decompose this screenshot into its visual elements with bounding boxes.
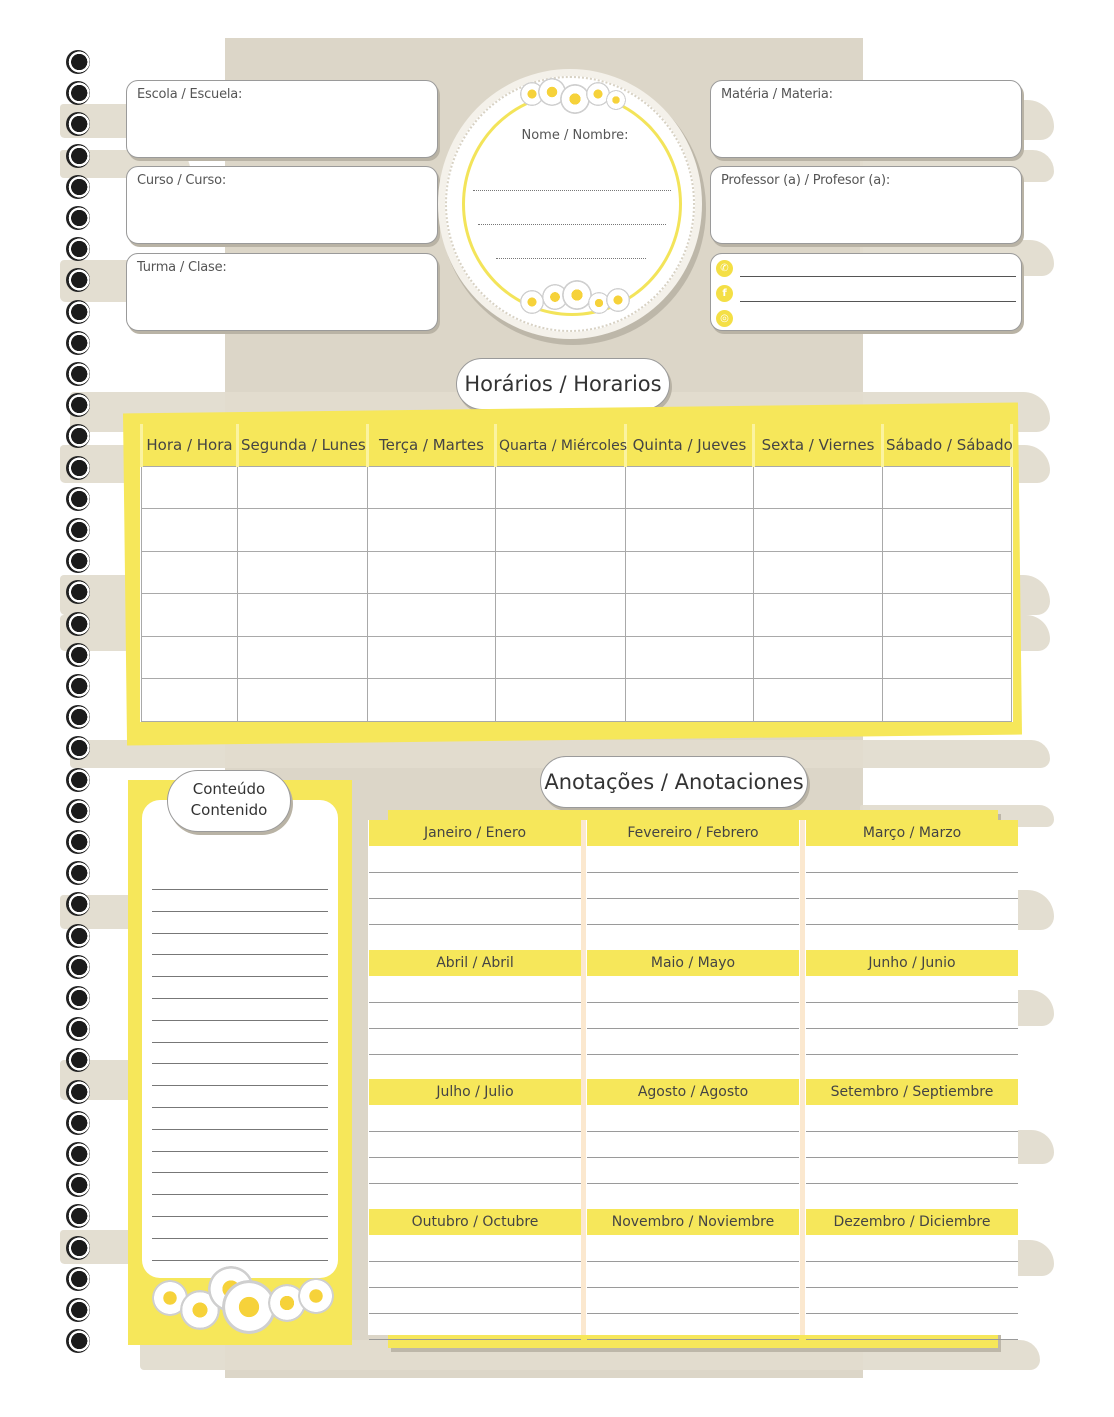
spiral-binding: [66, 50, 96, 1380]
name-line[interactable]: [473, 190, 671, 191]
binding-ring: [66, 331, 90, 355]
schedule-row: [142, 594, 1012, 637]
month-label: Abril / Abril: [369, 950, 581, 976]
content-title: [167, 770, 291, 832]
binding-ring: [66, 1111, 90, 1135]
schedule-row: [142, 509, 1012, 552]
month-line[interactable]: [369, 1157, 581, 1158]
month-line[interactable]: [369, 1287, 581, 1288]
binding-ring: [66, 1267, 90, 1291]
instagram-icon: ◎: [716, 310, 733, 327]
schedule-row: [142, 551, 1012, 594]
name-line[interactable]: [496, 258, 646, 259]
schedule-cell[interactable]: [754, 509, 883, 552]
month-block: [369, 1079, 581, 1205]
teacher-field[interactable]: [710, 166, 1022, 244]
month-line[interactable]: [587, 1002, 799, 1003]
daisy-icon: [298, 1278, 334, 1314]
binding-ring: [66, 674, 90, 698]
schedule-cell[interactable]: [238, 509, 368, 552]
month-line[interactable]: [806, 1313, 1018, 1314]
binding-ring: [66, 518, 90, 542]
month-line[interactable]: [587, 1183, 799, 1184]
month-block: [806, 1209, 1018, 1335]
schedule-cell[interactable]: [238, 679, 368, 722]
column-divider: [581, 820, 586, 1335]
content-line[interactable]: [152, 976, 328, 977]
month-label: Julho / Julio: [369, 1079, 581, 1105]
daisy-icon: [606, 90, 626, 110]
schedule-cell[interactable]: [368, 594, 496, 637]
content-line[interactable]: [152, 1194, 328, 1195]
schedule-cell[interactable]: [626, 466, 754, 509]
month-line[interactable]: [806, 924, 1018, 925]
month-line[interactable]: [587, 1261, 799, 1262]
schedule-col-terca: [368, 424, 496, 466]
month-line[interactable]: [369, 1313, 581, 1314]
schedule-cell[interactable]: [142, 679, 238, 722]
whatsapp-icon: ✆: [716, 260, 733, 277]
month-label: Fevereiro / Febrero: [587, 820, 799, 846]
binding-ring: [66, 1017, 90, 1041]
month-block: [369, 1209, 581, 1335]
schedule-row: [142, 466, 1012, 509]
month-label: Agosto / Agosto: [587, 1079, 799, 1105]
schedule-title: [456, 358, 670, 410]
binding-ring: [66, 268, 90, 292]
schedule-cell[interactable]: [368, 551, 496, 594]
schedule-cell[interactable]: [142, 509, 238, 552]
schedule-header-row: [142, 424, 1012, 466]
daisy-icon: [606, 288, 630, 312]
binding-ring: [66, 393, 90, 417]
binding-ring: [66, 705, 90, 729]
month-line[interactable]: [369, 1339, 581, 1340]
binding-ring: [66, 237, 90, 261]
month-line[interactable]: [806, 1287, 1018, 1288]
schedule-cell[interactable]: [626, 636, 754, 679]
month-label: Março / Marzo: [806, 820, 1018, 846]
binding-ring: [66, 736, 90, 760]
schedule-cell[interactable]: [883, 679, 1012, 722]
schedule-row: [142, 679, 1012, 722]
month-label: Maio / Mayo: [587, 950, 799, 976]
content-title-line: Conteúdo: [192, 780, 266, 798]
binding-ring: [66, 1142, 90, 1166]
schedule-cell[interactable]: [754, 594, 883, 637]
schedule-cell[interactable]: [238, 594, 368, 637]
schedule-col-label: Sábado / Sábado: [886, 435, 1013, 454]
schedule-cell[interactable]: [883, 509, 1012, 552]
schedule-col-label: Quinta / Jueves: [632, 435, 747, 454]
schedule-cell[interactable]: [754, 636, 883, 679]
month-block: [587, 950, 799, 1076]
month-line[interactable]: [806, 1054, 1018, 1055]
content-line[interactable]: [152, 1085, 328, 1086]
notes-title: [540, 756, 808, 808]
schedule-cell[interactable]: [496, 679, 626, 722]
month-line[interactable]: [806, 1183, 1018, 1184]
month-line[interactable]: [587, 898, 799, 899]
binding-ring: [66, 612, 90, 636]
course-field[interactable]: [126, 166, 438, 244]
schedule-col-sabado: [883, 424, 1012, 466]
binding-ring: [66, 799, 90, 823]
schedule-cell[interactable]: [754, 466, 883, 509]
month-line[interactable]: [587, 1157, 799, 1158]
content-line[interactable]: [152, 911, 328, 912]
schedule-cell[interactable]: [883, 551, 1012, 594]
month-label: Dezembro / Diciembre: [806, 1209, 1018, 1235]
binding-ring: [66, 144, 90, 168]
binding-ring: [66, 861, 90, 885]
month-line[interactable]: [369, 1131, 581, 1132]
content-line[interactable]: [152, 1063, 328, 1064]
binding-ring: [66, 175, 90, 199]
month-line[interactable]: [369, 872, 581, 873]
school-label: Escola / Escuela:: [137, 87, 243, 102]
content-title-line: Contenido: [190, 801, 268, 819]
month-block: [806, 1079, 1018, 1205]
binding-ring: [66, 424, 90, 448]
whatsapp-row[interactable]: [716, 258, 1016, 280]
column-divider: [800, 820, 805, 1335]
binding-ring: [66, 768, 90, 792]
name-label: Nome / Nombre:: [521, 128, 629, 143]
instagram-row[interactable]: [716, 308, 1016, 330]
month-block: [587, 820, 799, 946]
schedule-col-quinta: [626, 424, 754, 466]
notes-title-text: Anotações / Anotaciones: [544, 770, 804, 794]
month-block: [369, 820, 581, 946]
month-block: [369, 950, 581, 1076]
binding-ring: [66, 830, 90, 854]
schedule-cell[interactable]: [142, 636, 238, 679]
schedule-col-segunda: [238, 424, 368, 466]
facebook-line: [740, 301, 1016, 302]
schedule-cell[interactable]: [496, 636, 626, 679]
daisy-icon: [560, 84, 590, 114]
month-line[interactable]: [369, 898, 581, 899]
content-line[interactable]: [152, 1020, 328, 1021]
binding-ring: [66, 549, 90, 573]
month-label: Setembro / Septiembre: [806, 1079, 1018, 1105]
schedule-cell[interactable]: [626, 509, 754, 552]
month-line[interactable]: [587, 924, 799, 925]
schedule-col-quarta: [496, 424, 626, 466]
month-line[interactable]: [587, 872, 799, 873]
schedule-cell[interactable]: [368, 466, 496, 509]
schedule-col-label: Terça / Martes: [379, 435, 484, 454]
subject-label: Matéria / Materia:: [721, 87, 833, 102]
schedule-col-label: Hora / Hora: [146, 435, 233, 454]
schedule-cell[interactable]: [496, 551, 626, 594]
month-line[interactable]: [587, 1339, 799, 1340]
month-line[interactable]: [806, 1157, 1018, 1158]
schedule-cell[interactable]: [142, 594, 238, 637]
month-line[interactable]: [806, 898, 1018, 899]
binding-ring: [66, 580, 90, 604]
schedule-cell[interactable]: [142, 466, 238, 509]
schedule-col-hora: [142, 424, 238, 466]
binding-ring: [66, 362, 90, 386]
binding-ring: [66, 1173, 90, 1197]
content-line[interactable]: [152, 1238, 328, 1239]
binding-ring: [66, 1329, 90, 1353]
month-label: Janeiro / Enero: [369, 820, 581, 846]
teacher-label: Professor (a) / Profesor (a):: [721, 173, 891, 188]
month-line[interactable]: [587, 1054, 799, 1055]
content-line[interactable]: [152, 954, 328, 955]
month-block: [806, 820, 1018, 946]
month-line[interactable]: [369, 1028, 581, 1029]
month-line[interactable]: [587, 1028, 799, 1029]
schedule-cell[interactable]: [883, 594, 1012, 637]
schedule-cell[interactable]: [238, 466, 368, 509]
schedule-cell[interactable]: [883, 636, 1012, 679]
month-line[interactable]: [806, 1002, 1018, 1003]
course-label: Curso / Curso:: [137, 173, 226, 188]
schedule-cell[interactable]: [368, 679, 496, 722]
month-line[interactable]: [806, 1028, 1018, 1029]
binding-ring: [66, 456, 90, 480]
month-line[interactable]: [806, 1131, 1018, 1132]
schedule-title-text: Horários / Horarios: [464, 372, 662, 396]
schedule-cell[interactable]: [883, 466, 1012, 509]
content-line[interactable]: [152, 1042, 328, 1043]
binding-ring: [66, 1048, 90, 1072]
month-line[interactable]: [587, 1131, 799, 1132]
binding-ring: [66, 1236, 90, 1260]
content-line[interactable]: [152, 1172, 328, 1173]
content-line[interactable]: [152, 889, 328, 890]
month-block: [806, 950, 1018, 1076]
binding-ring: [66, 206, 90, 230]
schedule-cell[interactable]: [496, 509, 626, 552]
month-block: [587, 1079, 799, 1205]
binding-ring: [66, 112, 90, 136]
binding-ring: [66, 300, 90, 324]
schedule-cell[interactable]: [142, 551, 238, 594]
content-line[interactable]: [152, 1216, 328, 1217]
binding-ring: [66, 1204, 90, 1228]
month-line[interactable]: [369, 1183, 581, 1184]
month-line[interactable]: [369, 924, 581, 925]
schedule-col-label: Sexta / Viernes: [761, 435, 875, 454]
schedule-row: [142, 636, 1012, 679]
month-line[interactable]: [369, 1002, 581, 1003]
content-line[interactable]: [152, 1107, 328, 1108]
schedule-cell[interactable]: [368, 636, 496, 679]
subject-field[interactable]: [710, 80, 1022, 158]
content-line[interactable]: [152, 998, 328, 999]
daisy-icon: [520, 290, 544, 314]
binding-ring: [66, 986, 90, 1010]
binding-ring: [66, 1298, 90, 1322]
content-line[interactable]: [152, 1260, 328, 1261]
schedule-col-label: Quarta / Miércoles: [499, 437, 628, 454]
class-field[interactable]: [126, 253, 438, 331]
schedule-col-sexta: [754, 424, 883, 466]
schedule-cell[interactable]: [626, 679, 754, 722]
class-label: Turma / Clase:: [137, 260, 227, 275]
facebook-icon: f: [716, 285, 733, 302]
month-line[interactable]: [806, 1261, 1018, 1262]
facebook-row[interactable]: [716, 283, 1016, 305]
schedule-cell[interactable]: [626, 551, 754, 594]
month-line[interactable]: [806, 872, 1018, 873]
content-panel-inner: [142, 800, 338, 1278]
binding-ring: [66, 924, 90, 948]
content-line[interactable]: [152, 1151, 328, 1152]
schedule-cell[interactable]: [496, 594, 626, 637]
binding-ring: [66, 50, 90, 74]
schedule-cell[interactable]: [238, 636, 368, 679]
schedule-table: [140, 424, 1013, 722]
binding-ring: [66, 487, 90, 511]
content-line[interactable]: [152, 933, 328, 934]
schedule-col-label: Segunda / Lunes: [241, 435, 366, 454]
month-label: Junho / Junio: [806, 950, 1018, 976]
binding-ring: [66, 892, 90, 916]
binding-ring: [66, 81, 90, 105]
schedule-cell[interactable]: [754, 551, 883, 594]
binding-ring: [66, 955, 90, 979]
schedule-cell[interactable]: [496, 466, 626, 509]
month-line[interactable]: [587, 1287, 799, 1288]
binding-ring: [66, 1080, 90, 1104]
schedule-cell[interactable]: [754, 679, 883, 722]
month-label: Novembro / Noviembre: [587, 1209, 799, 1235]
month-block: [587, 1209, 799, 1335]
month-line[interactable]: [806, 1339, 1018, 1340]
schedule-cell[interactable]: [238, 551, 368, 594]
school-field[interactable]: [126, 80, 438, 158]
month-label: Outubro / Octubre: [369, 1209, 581, 1235]
whatsapp-line: [740, 276, 1016, 277]
content-line[interactable]: [152, 1129, 328, 1130]
schedule-cell[interactable]: [626, 594, 754, 637]
binding-ring: [66, 643, 90, 667]
name-line[interactable]: [478, 224, 666, 225]
month-line[interactable]: [369, 1261, 581, 1262]
month-line[interactable]: [587, 1313, 799, 1314]
schedule-cell[interactable]: [368, 509, 496, 552]
month-line[interactable]: [369, 1054, 581, 1055]
